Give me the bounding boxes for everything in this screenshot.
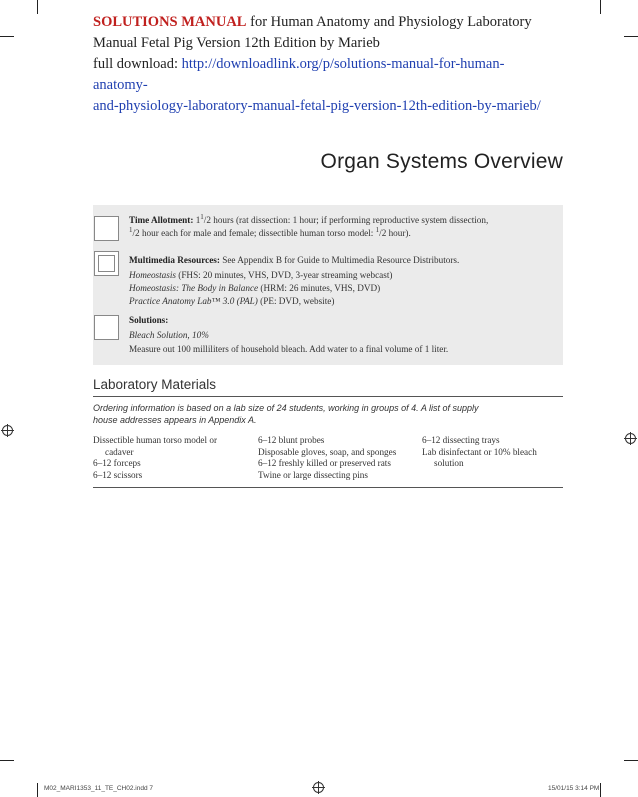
lab-materials-top-rule [93, 396, 563, 397]
multimedia-label: Multimedia Resources: [129, 255, 220, 265]
time-frac-sup-2: 1 [129, 225, 133, 234]
time-line-2-b: /2 hour). [379, 228, 411, 238]
solutions-manual-label: SOLUTIONS MANUAL [93, 14, 247, 30]
ordering-line-2: house addresses appears in Appendix A. [93, 415, 257, 425]
multimedia-item [129, 269, 459, 282]
crop-mark-bottom-left [0, 760, 14, 761]
header-line-1-rest: for Human Anatomy and Physiology Laboratory [250, 14, 532, 30]
solution-name: Bleach Solution, 10% [129, 330, 209, 340]
materials-column-3 [422, 435, 562, 470]
materials-column-1 [93, 435, 253, 481]
time-frac-sup-3: 1 [375, 225, 380, 234]
media-info: (PE: DVD, website) [260, 296, 335, 306]
ordering-info [93, 402, 513, 426]
material-item: Disposable gloves, soap, and sponges [258, 446, 397, 457]
footer-file-info: M02_MARI1353_11_TE_CH02.indd 7 [44, 785, 154, 792]
multimedia-item [129, 295, 459, 308]
material-item: cadaver [105, 446, 134, 457]
time-line-2 [129, 227, 488, 240]
media-info: (FHS: 20 minutes, VHS, DVD, 3-year streaming webcast) [178, 270, 393, 280]
chapter-title: Organ Systems Overview [320, 150, 563, 173]
material-item: solution [434, 458, 464, 468]
media-title: Practice Anatomy Lab™ 3.0 (PAL) [129, 296, 258, 306]
crop-mark-top-right-v [600, 0, 601, 14]
time-frac-sup: 1 [200, 212, 204, 221]
crop-mark-top-left-v [37, 0, 38, 14]
ordering-line-1: Ordering information is based on a lab size of 24 students, working in groups of 4. A list of supply [93, 403, 479, 413]
lab-materials-bottom-rule [93, 487, 563, 488]
material-item: Twine or large dissecting pins [258, 469, 368, 480]
registration-mark-right-icon [625, 433, 636, 444]
material-item: 6–12 blunt probes [258, 435, 325, 445]
multimedia-resources [129, 254, 459, 308]
download-link-part-2[interactable]: and-physiology-laboratory-manual-fetal-pig-version-12th-edition-by-marieb/ [93, 98, 541, 114]
media-title: Homeostasis [129, 270, 176, 280]
download-link-part-1[interactable]: http://downloadlink.org/p/solutions-manual-for-human-anatomy- [93, 56, 505, 93]
material-item: Dissectible human torso model or [93, 435, 218, 445]
time-checkbox-icon [94, 216, 119, 241]
materials-column-2 [258, 435, 418, 481]
multimedia-rest: See Appendix B for Guide to Multimedia Resource Distributors. [222, 255, 460, 265]
header-line-3 [93, 54, 553, 96]
time-line-1-rest: /2 hours (rat dissection: 1 hour; if performing reproductive system dissection, [203, 215, 489, 225]
solutions-checkbox-icon [94, 315, 119, 340]
multimedia-line-1 [129, 254, 459, 267]
crop-mark-top-right [624, 36, 638, 37]
time-allotment [129, 214, 488, 240]
multimedia-item [129, 282, 459, 295]
material-item: Lab disinfectant or 10% bleach [422, 446, 537, 457]
time-label: Time Allotment: [129, 215, 194, 225]
download-label: full download: [93, 56, 178, 72]
multimedia-checkbox-icon [94, 251, 119, 276]
instructor-notes-panel [93, 205, 563, 365]
media-title: Homeostasis: The Body in Balance [129, 283, 259, 293]
footer-timestamp: 15/01/15 3:14 PM [548, 785, 600, 792]
crop-mark-bottom-left-v [37, 783, 38, 797]
solutions-header [93, 12, 553, 117]
material-item: 6–12 forceps [93, 458, 141, 468]
header-line-2: Manual Fetal Pig Version 12th Edition by Marieb [93, 35, 380, 51]
crop-mark-top-left [0, 36, 14, 37]
solutions-label-row [129, 314, 448, 327]
registration-mark-left-icon [2, 425, 13, 436]
registration-mark-bottom-icon [313, 782, 324, 793]
material-item: 6–12 dissecting trays [422, 435, 500, 445]
crop-mark-bottom-right-v [600, 783, 601, 797]
media-info: (HRM: 26 minutes, VHS, DVD) [260, 283, 381, 293]
solutions-section [129, 314, 448, 356]
material-item: 6–12 freshly killed or preserved rats [258, 458, 391, 468]
time-value-whole: 1 [195, 215, 201, 225]
crop-mark-bottom-right [624, 760, 638, 761]
header-line-1 [93, 12, 553, 33]
material-item: 6–12 scissors [93, 469, 143, 480]
time-line-2-a: /2 hour each for male and female; dissectible human torso model: [132, 228, 376, 238]
solution-instructions: Measure out 100 milliliters of household bleach. Add water to a final volume of 1 liter. [129, 344, 449, 354]
solutions-label: Solutions: [129, 315, 169, 325]
time-line-1 [129, 214, 488, 227]
lab-materials-heading: Laboratory Materials [93, 377, 217, 392]
solution-name-row [129, 329, 448, 342]
